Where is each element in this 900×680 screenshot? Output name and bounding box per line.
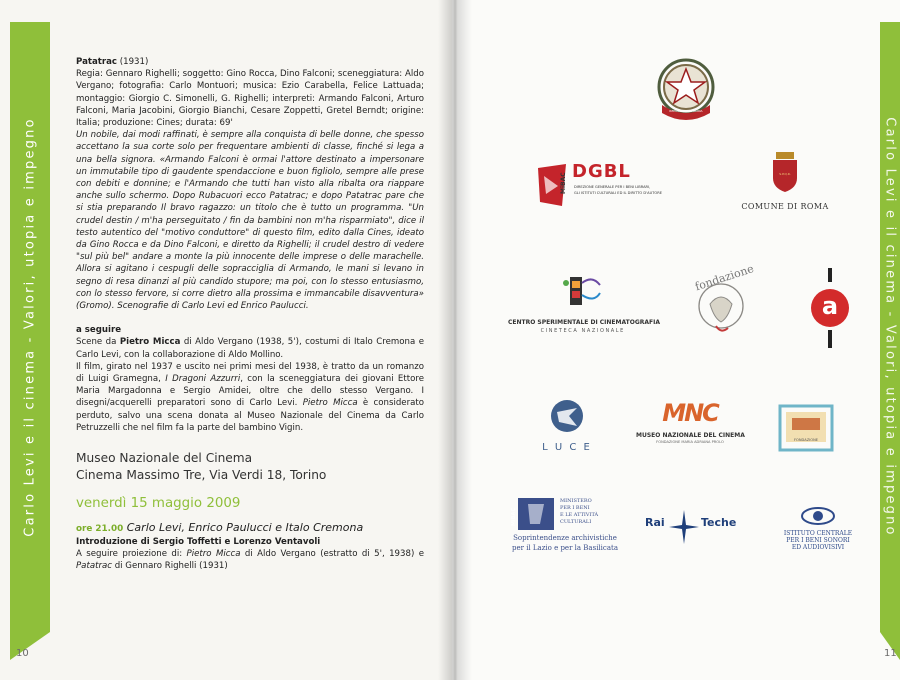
- text-span: Il film, girato nel 1937 e uscito nei primi mesi del 1938, è tratto da un romanzo di Luigi Gramegna,: [76, 361, 424, 385]
- roma-shield-text: S.P.Q.R.: [779, 172, 791, 176]
- page-gutter: [438, 0, 472, 680]
- film-synopsis: Un nobile, dai modi raffinati, è sempre alla conquista di belle donne, che spesso accettano la sua corte solo per frequentare ambienti di classe, finché si lega a una bella signora. «Armando Falconi è ormai l'attore destinato a impersonare un immutabile tipo di gaudente spendaccione e buon figliolo, sempre alle prese con debiti e donnine; e l'Armando che tutti han visto alla ribalta ora riappare anche sullo schermo. Dopo Rubacuori ecco Patatrac; e dopo Patatrac pare che si stia preparando Il bravo ragazzo: un titolo che è tutto un programma. "Un crudel destin / m'ha perseguitato / fin da bambini non m'ha risparmiato", dice il testo autentico del "motivo conduttore" di questo film, edito dalla Cines, ideato da Gino Rocca e da Dino Falconi, e diretto da Righelli; il crudel destro di vedere "sul più bel" andare a monte la più innocente delle imprese o delle marachelle. Allora si agitano i cespugli delle sopracciglia di Armando, le mani si levano in segno di resa dinanzi al più candido stupore; ma poi, con lo stesso entusiasmo, con lo stesso fervore, si corre dietro alla prossima e immancabile disavventura» (Gromo). Scenografie di Carlo Levi ed Enrico Paulucci.: [76, 130, 424, 312]
- screening-film-1: Pietro Micca: [186, 548, 241, 559]
- event-line: [76, 522, 424, 535]
- screening-info: [76, 548, 424, 572]
- film-credits: Regia: Gennaro Righelli; soggetto: Gino Rocca, Dino Falconi; sceneggiatura: Aldo Vergano; fotografia: Carlo Montuori; musica: Ezio Carabella, Felice Lattuada; montaggio: Giorgio C. Simonelli, G. Righelli; interpreti: Armando Falconi, Arturo Falconi, Maria Jacobini, Giorgio Bianchi, Cesare Zoppetti, Gretel Berndt; origine: Italia; produzione: Cines; durata: 69': [76, 69, 424, 129]
- fondazione-frame-logo: [778, 404, 834, 452]
- icbsa-line-3: ED AUDIOVISIVI: [791, 544, 845, 551]
- csc-line-1: CENTRO SPERIMENTALE DI CINEMATOGRAFIA: [508, 319, 661, 326]
- csc-line-2: C I N E T E C A N A Z I O N A L E: [540, 328, 624, 334]
- a-seguire-paragraph-2: [76, 361, 424, 434]
- event-date: venerdì 15 maggio 2009: [76, 496, 241, 512]
- left-text-column: [76, 56, 424, 572]
- csc-cineteca-logo: [508, 273, 661, 337]
- dgbl-subtitle-1: DIREZIONE GENERALE PER I BENI LIBRARI,: [574, 185, 651, 189]
- mibac-mark-icon: [518, 498, 554, 530]
- mibac-soprintendenze-logo: [510, 498, 620, 556]
- icbsa-eye-icon: [800, 506, 836, 526]
- rai-label: Rai: [645, 516, 665, 529]
- book-title: I Dragoni Azzurri: [165, 374, 241, 385]
- icbsa-line-1: ISTITUTO CENTRALE: [783, 530, 853, 537]
- mibac-ministero-line-2: PER I BENI: [560, 505, 590, 511]
- mibac-ministero-line-1: MINISTERO: [560, 498, 592, 504]
- frame-logo-caption: FONDAZIONE: [793, 438, 819, 442]
- text-span: , con la sceneggiatura dei giovani Ettore Maria Margadonna e Sergio Amidei, oltre che dello stesso Vergano. I disegni/acquerelli preparatori sono di Carlo Levi.: [76, 374, 424, 409]
- mnc-mark: MNC: [662, 399, 718, 427]
- dgbl-logo: [536, 160, 696, 210]
- a-logo-letter: a: [821, 292, 839, 320]
- text-span: è considerato perduto, salvo una scena donata al Museo Nazionale del Cinema da Carlo Petruzzelli che nel film fa la parte del bambino Vigin.: [76, 398, 425, 433]
- event-time: ore 21.00: [76, 524, 124, 535]
- mnc-line-1: MUSEO NAZIONALE DEL CINEMA: [636, 432, 745, 439]
- frame-logo-icon: [778, 404, 834, 452]
- film-title-italic: Pietro Micca: [302, 398, 358, 409]
- mibac-vertical-label: MiBAC: [511, 507, 517, 526]
- icbsa-line-2: PER I BENI SONORI: [786, 537, 850, 544]
- repubblica-emblem-logo: [652, 55, 720, 125]
- roma-caption: COMUNE DI ROMA: [741, 202, 829, 211]
- running-title-right: Carlo Levi e il cinema - Valori, utopia e impegno: [882, 117, 898, 537]
- venue-address: Cinema Massimo Tre, Via Verdi 18, Torino: [76, 468, 327, 483]
- rai-teche-logo: [645, 510, 735, 544]
- text-span: di Aldo Vergano (estratto di 5', 1938) e: [240, 548, 424, 559]
- luce-caption: L U C E: [542, 442, 592, 453]
- luce-mark-icon: [549, 398, 585, 434]
- a-seguire-label: a seguire: [76, 325, 122, 336]
- film-heading: [76, 56, 424, 68]
- text-span: di Gennaro Righelli (1931): [111, 560, 228, 571]
- dgbl-name: DGBL: [572, 161, 631, 182]
- text-span: Scene da: [76, 337, 120, 348]
- film-year: (1931): [119, 57, 149, 67]
- museo-nazionale-cinema-logo: [636, 398, 744, 454]
- pietro-micca-title: Pietro Micca: [119, 337, 181, 348]
- repubblica-ribbon-text: REPUBBLICA ITALIANA: [669, 109, 703, 113]
- fondazione-text: fondazione: [693, 262, 756, 294]
- mibac-caption-1: Soprintendenze archivistiche: [513, 534, 617, 542]
- fondazione-logo: [688, 262, 756, 338]
- running-title-left: Carlo Levi e il cinema - Valori, utopia e impegno: [22, 117, 38, 537]
- venue-name: Museo Nazionale del Cinema: [76, 451, 253, 466]
- rai-star-icon: [669, 510, 699, 544]
- screening-film-2: Patatrac: [76, 560, 112, 571]
- mibac-ministero-line-3: E LE ATTIVITÀ: [560, 512, 599, 518]
- icbsa-logo: [770, 506, 866, 558]
- page-number-right: 11: [884, 648, 897, 659]
- luce-logo: [538, 398, 596, 454]
- text-span: A seguire proiezione di:: [76, 548, 187, 559]
- dgbl-subtitle-2: GLI ISTITUTI CULTURALI ED IL DIRITTO D'AUTORE: [574, 191, 662, 195]
- page-number-left: 10: [16, 648, 29, 659]
- repubblica-emblem-icon: [652, 55, 720, 125]
- a-letter-logo: [808, 268, 852, 348]
- venue-block: [76, 450, 424, 484]
- a-seguire-paragraph-1: [76, 336, 424, 360]
- text-span: di Aldo Vergano (1938, 5'), costumi di Italo Cremona e Carlo Levi, con la collaborazione di Aldo Mollino.: [76, 337, 424, 360]
- comune-di-roma-logo: [740, 152, 830, 214]
- film-title: Patatrac: [76, 57, 118, 67]
- event-speakers: Carlo Levi, Enrico Paulucci e Italo Cremona: [126, 521, 364, 535]
- event-introduction: Introduzione di Sergio Toffetti e Lorenzo Ventavoli: [76, 536, 321, 547]
- mibac-ministero-line-4: CULTURALI: [560, 519, 592, 525]
- dgbl-mibac-label: MiBAC: [560, 172, 567, 194]
- teche-label: Teche: [701, 516, 737, 529]
- csc-film-icon: [560, 273, 604, 309]
- mnc-line-2: FONDAZIONE MARIA ADRIANA PROLO: [656, 440, 724, 444]
- mibac-caption-2: per il Lazio e per la Basilicata: [512, 544, 618, 552]
